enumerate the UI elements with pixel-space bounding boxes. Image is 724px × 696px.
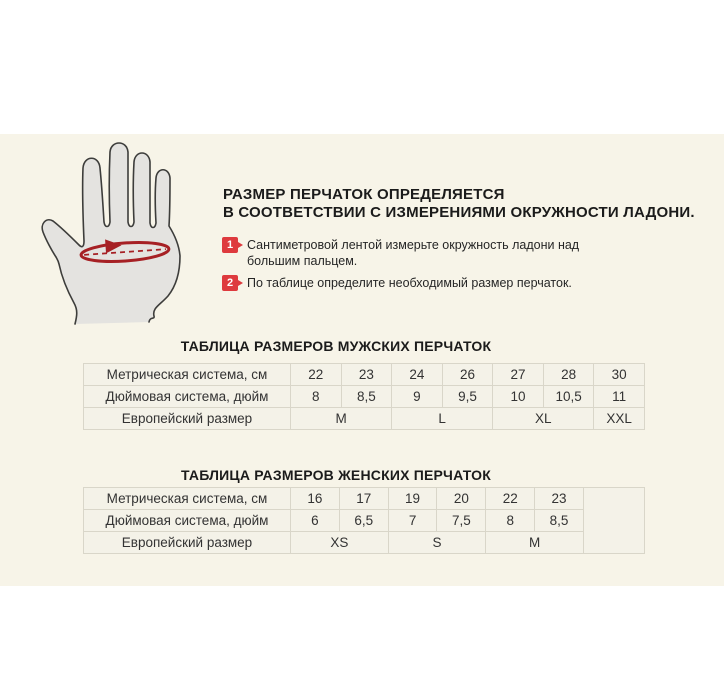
size-cell: XXL [594,408,645,430]
size-cell: 8,5 [535,510,584,532]
size-cell: 28 [543,364,594,386]
size-cell: 22 [291,364,342,386]
men-euro-row [84,408,645,430]
step-2-text: По таблице определите необходимый размер перчаток. [247,276,572,290]
women-inch-label: Дюймовая система, дюйм [84,510,291,532]
instruction-step-1 [222,237,599,269]
size-cell: L [392,408,493,430]
size-cell: 19 [388,488,437,510]
size-cell: 8,5 [341,386,392,408]
size-cell: XS [291,532,389,554]
step-1-text: Сантиметровой лентой измерьте окружность ладони над большим пальцем. [247,238,580,268]
step-2-badge: 2 [222,275,238,291]
women-metric-row [84,488,645,510]
size-cell: 11 [594,386,645,408]
size-cell: 20 [437,488,486,510]
step-1-badge: 1 [222,237,238,253]
page-title-line2: В СООТВЕТСТВИИ С ИЗМЕРЕНИЯМИ ОКРУЖНОСТИ ЛАДОНИ. [223,204,695,221]
men-table-title: ТАБЛИЦА РАЗМЕРОВ МУЖСКИХ ПЕРЧАТОК [180,338,492,354]
page-title-line1: РАЗМЕР ПЕРЧАТОК ОПРЕДЕЛЯЕТСЯ [223,186,505,203]
women-empty-column [584,488,645,554]
size-cell: 9,5 [442,386,493,408]
size-cell: XL [493,408,594,430]
women-metric-label: Метрическая система, см [84,488,291,510]
size-cell: 9 [392,386,443,408]
hand-measurement-illustration [38,140,190,335]
men-size-table [83,363,645,430]
size-cell: 24 [392,364,443,386]
women-euro-row [84,532,645,554]
size-cell: M [486,532,584,554]
men-euro-label: Европейский размер [84,408,291,430]
size-cell: 23 [535,488,584,510]
size-cell: 16 [291,488,340,510]
size-cell: 6,5 [339,510,388,532]
size-cell: 10,5 [543,386,594,408]
size-cell: 30 [594,364,645,386]
women-euro-label: Европейский размер [84,532,291,554]
women-table-title: ТАБЛИЦА РАЗМЕРОВ ЖЕНСКИХ ПЕРЧАТОК [181,467,491,483]
instruction-step-2 [222,275,599,291]
size-cell: 10 [493,386,544,408]
size-cell: 6 [291,510,340,532]
size-cell: S [388,532,486,554]
men-metric-label: Метрическая система, см [84,364,291,386]
size-cell: 27 [493,364,544,386]
size-cell: 23 [341,364,392,386]
men-inch-row [84,386,645,408]
women-size-table [83,487,645,554]
size-cell: M [291,408,392,430]
size-cell: 7 [388,510,437,532]
size-cell: 22 [486,488,535,510]
size-cell: 7,5 [437,510,486,532]
page-title [223,186,695,222]
size-cell: 26 [442,364,493,386]
hand-outline [42,143,180,324]
size-cell: 8 [486,510,535,532]
men-metric-row [84,364,645,386]
men-inch-label: Дюймовая система, дюйм [84,386,291,408]
women-inch-row [84,510,645,532]
size-cell: 8 [291,386,342,408]
size-cell: 17 [339,488,388,510]
